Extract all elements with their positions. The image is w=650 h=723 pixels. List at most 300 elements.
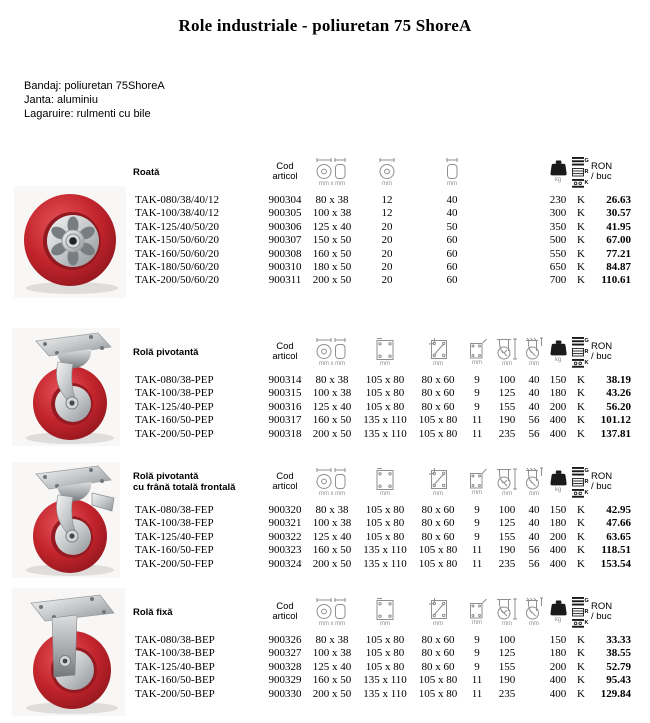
cell-kg: 400 xyxy=(549,557,567,570)
col-header-price: RON / buc xyxy=(591,471,613,492)
bolt-spacing-icon xyxy=(428,337,448,361)
total-height-icon xyxy=(496,597,518,621)
col-header-plate: mm xyxy=(357,460,413,504)
table-row xyxy=(133,261,635,274)
cell-plate: 105 x 80 xyxy=(365,530,405,543)
cell-cod: 900304 xyxy=(268,194,302,206)
cell-height: 190 xyxy=(498,544,516,557)
cell-bearing: K xyxy=(577,660,585,673)
col-header-bearing xyxy=(571,590,591,634)
bolt-hole-icon xyxy=(468,468,487,490)
cell-wheel: 160 x 50 xyxy=(312,674,352,687)
section-title-cell xyxy=(133,330,263,374)
cell-price: 153.54 xyxy=(600,557,631,570)
cell-wheel: 100 x 38 xyxy=(312,387,352,400)
cell-kg: 700 xyxy=(549,274,567,287)
section-title: Rolă pivotantă xyxy=(133,471,199,482)
col-header-height: mm xyxy=(491,330,523,374)
wheel-hub-icon xyxy=(445,157,460,181)
cell-wheel: 100 x 38 xyxy=(312,517,352,530)
cell-hub: 40 xyxy=(446,207,458,220)
cell-name: TAK-125/40-BEP xyxy=(135,660,215,673)
cell-bearing: K xyxy=(577,427,585,440)
cell-offset xyxy=(523,688,545,701)
total-height-icon xyxy=(496,467,518,491)
table-row xyxy=(133,387,635,400)
cell-offset: 40 xyxy=(528,504,540,516)
cell-kg: 300 xyxy=(549,207,567,220)
cell-hole: 11 xyxy=(471,414,483,427)
col-header-load: kg xyxy=(545,150,571,194)
cell-wheel: 200 x 50 xyxy=(312,557,352,570)
cell-height: 155 xyxy=(498,400,516,413)
section-title: Rolă pivotantă xyxy=(133,346,199,358)
cell-spacer xyxy=(487,207,545,220)
cell-height: 235 xyxy=(498,687,516,700)
cell-name: TAK-200/50-PEP xyxy=(135,427,214,440)
info-line-bandaj: Bandaj: poliuretan 75ShoreA xyxy=(24,80,165,92)
col-header-wheel-size: mm x mm xyxy=(307,150,357,194)
cell-wheel: 125 x 40 xyxy=(312,400,352,413)
plate-size-icon xyxy=(375,467,395,491)
wheel-size-icon xyxy=(316,337,348,361)
product-photo-fixed-caster xyxy=(12,588,125,716)
cell-wheel: 100 x 38 xyxy=(312,647,352,660)
total-height-icon xyxy=(496,337,518,361)
col-header-wheel-size: mm x mm xyxy=(307,460,357,504)
cell-wheel: 125 x 40 xyxy=(312,660,352,673)
cell-name: TAK-180/50/60/20 xyxy=(135,261,220,274)
cell-plate: 105 x 80 xyxy=(365,660,405,673)
bearing-type-icon: G R K xyxy=(572,157,591,188)
cell-cod: 900308 xyxy=(268,247,302,260)
cell-kg: 230 xyxy=(549,194,567,206)
table-row xyxy=(133,194,635,207)
col-header-plate: mm xyxy=(357,330,413,374)
cell-price: 30.57 xyxy=(606,207,631,220)
cell-bore: 20 xyxy=(381,247,393,260)
col-header-bearing xyxy=(571,330,591,374)
cell-spacing: 105 x 80 xyxy=(418,414,458,427)
cell-price: 95.43 xyxy=(606,674,631,687)
cell-cod: 900330 xyxy=(268,687,302,700)
col-header-price: RON / buc xyxy=(591,341,613,362)
bolt-spacing-icon xyxy=(428,467,448,491)
cell-wheel: 125 x 40 xyxy=(312,530,352,543)
cell-bearing: K xyxy=(577,234,585,247)
cell-cod: 900306 xyxy=(268,220,302,233)
cell-name: TAK-200/50/60/20 xyxy=(135,274,220,287)
cell-name: TAK-125/40-FEP xyxy=(135,530,214,543)
cell-kg: 180 xyxy=(549,387,567,400)
table-row xyxy=(133,414,635,427)
col-header-offset: mm xyxy=(523,590,545,634)
cell-bearing: K xyxy=(577,504,585,516)
cell-bearing: K xyxy=(577,220,585,233)
cell-kg: 400 xyxy=(549,414,567,427)
cell-bore: 12 xyxy=(381,194,393,206)
cell-bearing: K xyxy=(577,207,585,220)
swivel-offset-icon xyxy=(525,597,544,621)
cell-spacer xyxy=(487,194,545,207)
table-row xyxy=(133,634,635,647)
cell-price: 43.26 xyxy=(606,387,631,400)
cell-hole: 9 xyxy=(474,517,480,530)
table-rola-pivotanta xyxy=(133,330,635,441)
table-row xyxy=(133,531,635,544)
table-row xyxy=(133,647,635,660)
cell-kg: 200 xyxy=(549,660,567,673)
cell-name: TAK-080/38-FEP xyxy=(135,504,214,516)
cell-spacing: 80 x 60 xyxy=(421,374,455,386)
cell-offset: 56 xyxy=(528,427,540,440)
cell-hub: 60 xyxy=(446,234,458,247)
cell-price: 118.51 xyxy=(601,544,631,557)
cell-wheel: 200 x 50 xyxy=(312,427,352,440)
cell-wheel: 80 x 38 xyxy=(315,374,349,386)
cell-height: 190 xyxy=(498,674,516,687)
col-header-bore: mm xyxy=(357,150,417,194)
cell-plate: 135 x 110 xyxy=(363,414,407,427)
cell-spacing: 105 x 80 xyxy=(418,544,458,557)
cell-spacing: 80 x 60 xyxy=(421,504,455,516)
cell-bearing: K xyxy=(577,517,585,530)
cell-hub: 60 xyxy=(446,274,458,287)
cell-bearing: K xyxy=(577,647,585,660)
table-row xyxy=(133,688,635,701)
col-header-load: kg xyxy=(545,460,571,504)
col-header-offset: mm xyxy=(523,460,545,504)
cell-kg: 550 xyxy=(549,247,567,260)
cell-name: TAK-160/50-PEP xyxy=(135,414,214,427)
cell-plate: 105 x 80 xyxy=(365,387,405,400)
table-roata xyxy=(133,150,635,288)
cell-bearing: K xyxy=(577,557,585,570)
cell-spacer xyxy=(487,234,545,247)
cell-height: 125 xyxy=(498,647,516,660)
cell-price: 129.84 xyxy=(600,687,631,700)
col-header-load: kg xyxy=(545,330,571,374)
cell-price: 38.55 xyxy=(606,647,631,660)
cell-height: 235 xyxy=(498,427,516,440)
cell-plate: 135 x 110 xyxy=(363,427,407,440)
cell-hole: 9 xyxy=(474,530,480,543)
table-row xyxy=(133,234,635,247)
cell-wheel: 180 x 50 xyxy=(312,261,352,274)
table-row xyxy=(133,374,635,387)
cell-kg: 400 xyxy=(549,687,567,700)
cell-plate: 135 x 110 xyxy=(363,544,407,557)
spacer-cell xyxy=(487,150,545,194)
col-header-hub: mm xyxy=(417,150,487,194)
bolt-spacing-icon xyxy=(428,597,448,621)
cell-spacing: 80 x 60 xyxy=(421,647,455,660)
cell-cod: 900311 xyxy=(268,274,302,287)
table-row xyxy=(133,517,635,530)
cell-name: TAK-080/38/40/12 xyxy=(135,194,220,206)
cell-name: TAK-160/50/60/20 xyxy=(135,247,220,260)
table-row xyxy=(133,221,635,234)
cell-offset xyxy=(523,674,545,687)
cell-bearing: K xyxy=(577,634,585,646)
cell-offset: 40 xyxy=(528,530,540,543)
cell-kg: 500 xyxy=(549,234,567,247)
cell-price: 42.95 xyxy=(606,504,631,516)
cell-spacer xyxy=(487,274,545,287)
cell-offset xyxy=(523,634,545,647)
cell-offset xyxy=(523,647,545,660)
cell-price: 84.87 xyxy=(606,261,631,274)
cell-bearing: K xyxy=(577,400,585,413)
cell-name: TAK-125/40-PEP xyxy=(135,400,214,413)
cell-hole: 9 xyxy=(474,400,480,413)
bearing-type-icon: G R K xyxy=(572,597,591,628)
cell-bearing: K xyxy=(577,387,585,400)
cell-kg: 400 xyxy=(549,544,567,557)
cell-bearing: K xyxy=(577,261,585,274)
cell-price: 41.95 xyxy=(606,220,631,233)
col-header-height: mm xyxy=(491,460,523,504)
table-row xyxy=(133,207,635,220)
cell-kg: 180 xyxy=(549,647,567,660)
cell-name: TAK-150/50/60/20 xyxy=(135,234,220,247)
table-row xyxy=(133,401,635,414)
cell-hole: 11 xyxy=(471,687,483,700)
section-title-cell xyxy=(133,590,263,634)
cell-spacing: 105 x 80 xyxy=(418,687,458,700)
cell-cod: 900322 xyxy=(268,530,302,543)
cell-kg: 650 xyxy=(549,261,567,274)
cell-wheel: 80 x 38 xyxy=(315,634,349,646)
col-header-cod: Cod articol xyxy=(272,341,298,362)
cell-spacing: 80 x 60 xyxy=(421,387,455,400)
cell-hub: 40 xyxy=(446,194,458,206)
cell-wheel: 150 x 50 xyxy=(312,234,352,247)
cell-wheel: 200 x 50 xyxy=(312,687,352,700)
cell-hub: 50 xyxy=(446,220,458,233)
cell-offset: 40 xyxy=(528,400,540,413)
wheel-size-icon xyxy=(316,157,348,181)
cell-name: TAK-200/50-BEP xyxy=(135,687,215,700)
cell-bearing: K xyxy=(577,374,585,386)
plate-size-icon xyxy=(375,337,395,361)
info-line-lagaruire: Lagaruire: rulmenti cu bile xyxy=(24,108,151,120)
cell-spacing: 80 x 60 xyxy=(421,660,455,673)
cell-price: 67.00 xyxy=(606,234,631,247)
cell-price: 38.19 xyxy=(606,374,631,386)
cell-price: 33.33 xyxy=(606,634,631,646)
cell-wheel: 160 x 50 xyxy=(312,544,352,557)
cell-name: TAK-080/38-BEP xyxy=(135,634,215,646)
section-title: Rolă fixă xyxy=(133,606,173,618)
cell-hole: 9 xyxy=(474,387,480,400)
page-title: Role industriale - poliuretan 75 ShoreA xyxy=(178,16,472,35)
cell-hub: 60 xyxy=(446,247,458,260)
cell-bearing: K xyxy=(577,544,585,557)
weight-kg-icon xyxy=(549,470,568,487)
product-photo-swivel-caster xyxy=(12,328,120,446)
cell-name: TAK-160/50-BEP xyxy=(135,674,215,687)
table-row xyxy=(133,248,635,261)
table-row xyxy=(133,274,635,287)
cell-plate: 105 x 80 xyxy=(365,504,405,516)
col-header-price: RON / buc xyxy=(591,601,613,622)
cell-name: TAK-125/40/50/20 xyxy=(135,220,220,233)
cell-price: 26.63 xyxy=(606,194,631,206)
table-row xyxy=(133,674,635,687)
cell-plate: 105 x 80 xyxy=(365,634,405,646)
cell-hole: 9 xyxy=(474,647,480,660)
table-row xyxy=(133,544,635,557)
cell-cod: 900307 xyxy=(268,234,302,247)
cell-name: TAK-080/38-PEP xyxy=(135,374,214,386)
col-header-plate: mm xyxy=(357,590,413,634)
cell-height: 190 xyxy=(498,414,516,427)
cell-cod: 900321 xyxy=(268,517,302,530)
cell-offset: 56 xyxy=(528,414,540,427)
cell-spacing: 105 x 80 xyxy=(418,427,458,440)
cell-spacer xyxy=(487,261,545,274)
cell-name: TAK-100/38/40/12 xyxy=(135,207,220,220)
cell-hole: 9 xyxy=(474,374,480,386)
cell-offset xyxy=(523,661,545,674)
section-subtitle: cu frână totală frontală xyxy=(133,482,236,493)
cell-kg: 350 xyxy=(549,220,567,233)
wheel-size-icon xyxy=(316,467,348,491)
cell-cod: 900305 xyxy=(268,207,302,220)
wheel-size-icon xyxy=(316,597,348,621)
cell-plate: 135 x 110 xyxy=(363,674,407,687)
bearing-type-icon: G R K xyxy=(572,467,591,498)
cell-kg: 200 xyxy=(549,530,567,543)
cell-name: TAK-100/38-BEP xyxy=(135,647,215,660)
cell-bearing: K xyxy=(577,530,585,543)
cell-kg: 150 xyxy=(549,634,567,646)
col-header-height: mm xyxy=(491,590,523,634)
col-header-bolt-spacing: mm xyxy=(413,460,463,504)
cell-hole: 9 xyxy=(474,504,480,516)
cell-bearing: K xyxy=(577,247,585,260)
cell-cod: 900314 xyxy=(268,374,302,386)
cell-spacing: 80 x 60 xyxy=(421,530,455,543)
cell-hole: 11 xyxy=(471,674,483,687)
cell-cod: 900315 xyxy=(268,387,302,400)
swivel-offset-icon xyxy=(525,467,544,491)
cell-bearing: K xyxy=(577,687,585,700)
cell-bore: 12 xyxy=(381,207,393,220)
cell-kg: 200 xyxy=(549,400,567,413)
col-header-cod: Cod articol xyxy=(272,471,298,492)
swivel-offset-icon xyxy=(525,337,544,361)
cell-cod: 900316 xyxy=(268,400,302,413)
cell-plate: 105 x 80 xyxy=(365,400,405,413)
cell-spacing: 80 x 60 xyxy=(421,400,455,413)
col-header-bolt-spacing: mm xyxy=(413,330,463,374)
col-header-offset: mm xyxy=(523,330,545,374)
cell-name: TAK-200/50-FEP xyxy=(135,557,214,570)
table-row xyxy=(133,558,635,571)
cell-offset: 56 xyxy=(528,557,540,570)
cell-spacing: 80 x 60 xyxy=(421,517,455,530)
cell-bore: 20 xyxy=(381,274,393,287)
cell-hole: 11 xyxy=(471,427,483,440)
cell-hub: 60 xyxy=(446,261,458,274)
cell-wheel: 80 x 38 xyxy=(315,504,349,516)
col-header-price: RON / buc xyxy=(591,161,613,182)
cell-kg: 180 xyxy=(549,517,567,530)
col-header-cod: Cod articol xyxy=(272,161,298,182)
cell-price: 56.20 xyxy=(606,400,631,413)
cell-wheel: 125 x 40 xyxy=(312,220,352,233)
table-rola-pivotanta-frana xyxy=(133,460,635,571)
cell-spacing: 80 x 60 xyxy=(421,634,455,646)
cell-cod: 900327 xyxy=(268,647,302,660)
cell-height: 155 xyxy=(498,530,516,543)
cell-cod: 900323 xyxy=(268,544,302,557)
section-title: Roată xyxy=(133,166,160,178)
product-photo-brake-caster xyxy=(12,462,120,578)
cell-offset: 40 xyxy=(528,387,540,400)
product-info xyxy=(24,79,165,121)
cell-plate: 105 x 80 xyxy=(365,517,405,530)
bearing-type-icon: G R K xyxy=(572,337,591,368)
cell-cod: 900317 xyxy=(268,414,302,427)
table-rola-fixa xyxy=(133,590,635,701)
plate-size-icon xyxy=(375,597,395,621)
cell-kg: 150 xyxy=(549,504,567,516)
cell-price: 137.81 xyxy=(600,427,631,440)
cell-hole: 9 xyxy=(474,634,480,646)
section-title-cell xyxy=(133,150,263,194)
cell-kg: 400 xyxy=(549,674,567,687)
cell-cod: 900320 xyxy=(268,504,302,516)
cell-price: 52.79 xyxy=(606,660,631,673)
cell-height: 100 xyxy=(498,374,516,386)
cell-offset: 40 xyxy=(528,517,540,530)
cell-hole: 9 xyxy=(474,660,480,673)
cell-bearing: K xyxy=(577,414,585,427)
wheel-bore-icon xyxy=(379,157,395,181)
cell-cod: 900329 xyxy=(268,674,302,687)
cell-wheel: 160 x 50 xyxy=(312,247,352,260)
cell-height: 125 xyxy=(498,387,516,400)
cell-offset: 40 xyxy=(528,374,540,386)
col-header-cod: Cod articol xyxy=(272,601,298,622)
info-line-janta: Janta: aluminiu xyxy=(24,94,98,106)
col-header-bolt-hole: mm xyxy=(463,590,491,634)
cell-price: 101.12 xyxy=(600,414,631,427)
cell-price: 47.66 xyxy=(606,517,631,530)
cell-bearing: K xyxy=(577,274,585,287)
col-header-bearing xyxy=(571,150,591,194)
cell-bore: 20 xyxy=(381,220,393,233)
bolt-hole-icon xyxy=(468,598,487,620)
cell-price: 63.65 xyxy=(606,530,631,543)
cell-plate: 135 x 110 xyxy=(363,557,407,570)
cell-wheel: 100 x 38 xyxy=(312,207,352,220)
cell-wheel: 80 x 38 xyxy=(315,194,349,206)
cell-price: 110.61 xyxy=(601,274,631,287)
col-header-wheel-size: mm x mm xyxy=(307,330,357,374)
product-photo-wheel xyxy=(14,186,126,298)
cell-cod: 900326 xyxy=(268,634,302,646)
cell-cod: 900318 xyxy=(268,427,302,440)
table-row xyxy=(133,428,635,441)
cell-spacer xyxy=(487,221,545,234)
cell-name: TAK-160/50-FEP xyxy=(135,544,214,557)
cell-hole: 11 xyxy=(471,557,483,570)
cell-kg: 150 xyxy=(549,374,567,386)
